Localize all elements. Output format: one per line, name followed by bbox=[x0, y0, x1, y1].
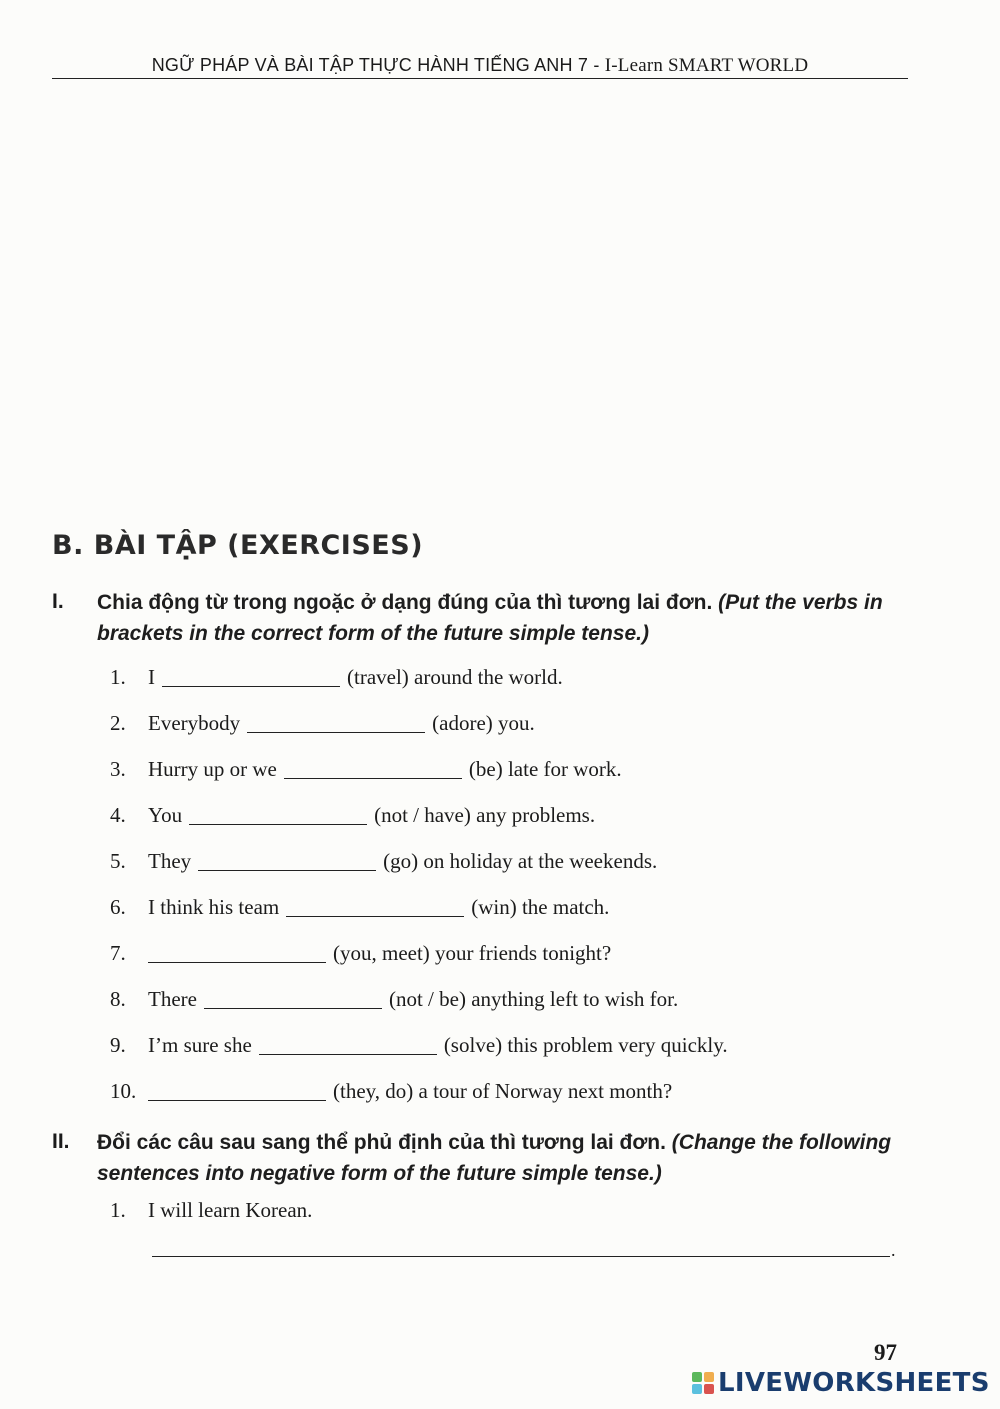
item-text-before: There bbox=[148, 986, 197, 1011]
running-header bbox=[52, 52, 908, 79]
exercise-1-list bbox=[110, 654, 728, 1114]
item-number: 2. bbox=[110, 710, 126, 735]
header-title-en: I-Learn SMART WORLD bbox=[604, 55, 809, 76]
item-sentence: I will learn Korean. bbox=[148, 1197, 313, 1222]
logo-square-icon bbox=[704, 1372, 714, 1382]
item-number: 9. bbox=[110, 1032, 126, 1057]
exercise-2-instruction-vn: Đổi các câu sau sang thể phủ định của thì tương lai đơn. bbox=[97, 1131, 672, 1154]
answer-blank[interactable] bbox=[198, 852, 376, 871]
item-text-after: (travel) around the world. bbox=[347, 664, 563, 689]
liveworksheets-logo bbox=[692, 1368, 990, 1398]
item-number: 8. bbox=[110, 986, 126, 1011]
answer-blank[interactable] bbox=[204, 990, 382, 1009]
exercise-1-instruction-vn: Chia động từ trong ngoặc ở dạng đúng của thì tương lai đơn. bbox=[97, 591, 719, 614]
section-title: B. BÀI TẬP (EXERCISES) bbox=[52, 530, 424, 561]
list-item bbox=[110, 976, 728, 1022]
item-text-after: (you, meet) your friends tonight? bbox=[333, 940, 612, 965]
item-text-before: They bbox=[148, 848, 192, 873]
answer-blank[interactable] bbox=[162, 668, 340, 687]
item-text-after: (they, do) a tour of Norway next month? bbox=[333, 1078, 673, 1103]
item-number: 6. bbox=[110, 894, 126, 919]
answer-blank[interactable] bbox=[148, 944, 326, 963]
item-number: 1. bbox=[110, 1197, 126, 1222]
item-text-after: (not / have) any problems. bbox=[374, 802, 596, 827]
list-item bbox=[110, 746, 728, 792]
item-number: 4. bbox=[110, 802, 126, 827]
item-text-after: (adore) you. bbox=[432, 710, 535, 735]
item-text-before: You bbox=[148, 802, 183, 827]
item-number: 1. bbox=[110, 664, 126, 689]
answer-blank[interactable] bbox=[189, 806, 367, 825]
logo-square-icon bbox=[692, 1372, 702, 1382]
item-text-after: (solve) this problem very quickly. bbox=[443, 1032, 728, 1057]
answer-end-period: . bbox=[891, 1240, 896, 1260]
list-item bbox=[110, 700, 728, 746]
list-item bbox=[110, 654, 728, 700]
item-text-before: I think his team bbox=[148, 894, 280, 919]
logo-square-icon bbox=[692, 1384, 702, 1394]
item-text-after: (be) late for work. bbox=[468, 756, 622, 781]
list-item bbox=[110, 1187, 312, 1233]
exercise-1-instruction-en: (Put the verbs in brackets in the correct form of the future simple tense.) bbox=[97, 591, 883, 645]
item-number: 5. bbox=[110, 848, 126, 873]
item-text-after: (not / be) anything left to wish for. bbox=[388, 986, 679, 1011]
item-text-before: Everybody bbox=[148, 710, 241, 735]
item-number: 7. bbox=[110, 940, 126, 965]
item-text-after: (go) on holiday at the weekends. bbox=[383, 848, 658, 873]
list-item bbox=[110, 884, 728, 930]
answer-blank[interactable] bbox=[148, 1082, 326, 1101]
item-number: 10. bbox=[110, 1078, 137, 1103]
exercise-2-list bbox=[110, 1187, 312, 1233]
brand-name: LIVEWORKSHEETS bbox=[718, 1368, 990, 1398]
logo-square-icon bbox=[704, 1384, 714, 1394]
header-title-vn: NGỮ PHÁP VÀ BÀI TẬP THỰC HÀNH TIẾNG ANH 7 - bbox=[151, 55, 605, 75]
exercise-2-number: II. bbox=[52, 1130, 70, 1153]
list-item bbox=[110, 792, 728, 838]
item-text-after: (win) the match. bbox=[471, 894, 610, 919]
item-text-before: I bbox=[148, 664, 155, 689]
answer-blank[interactable] bbox=[284, 760, 462, 779]
list-item bbox=[110, 1022, 728, 1068]
exercise-2-instruction-en: (Change the following sentences into negative form of the future simple tense.) bbox=[97, 1131, 892, 1185]
exercise-2-instruction bbox=[97, 1127, 927, 1189]
answer-blank[interactable] bbox=[286, 898, 464, 917]
answer-blank[interactable] bbox=[152, 1238, 890, 1257]
exercise-1-instruction bbox=[97, 587, 927, 649]
exercise-1-number: I. bbox=[52, 590, 64, 613]
logo-icon bbox=[692, 1372, 714, 1394]
list-item bbox=[110, 930, 728, 976]
item-number: 3. bbox=[110, 756, 126, 781]
item-text-before: I’m sure she bbox=[148, 1032, 252, 1057]
list-item bbox=[110, 838, 728, 884]
page-number: 97 bbox=[874, 1340, 897, 1365]
answer-blank[interactable] bbox=[247, 714, 425, 733]
answer-blank[interactable] bbox=[259, 1036, 437, 1055]
item-text-before: Hurry up or we bbox=[148, 756, 277, 781]
list-item bbox=[110, 1068, 728, 1114]
